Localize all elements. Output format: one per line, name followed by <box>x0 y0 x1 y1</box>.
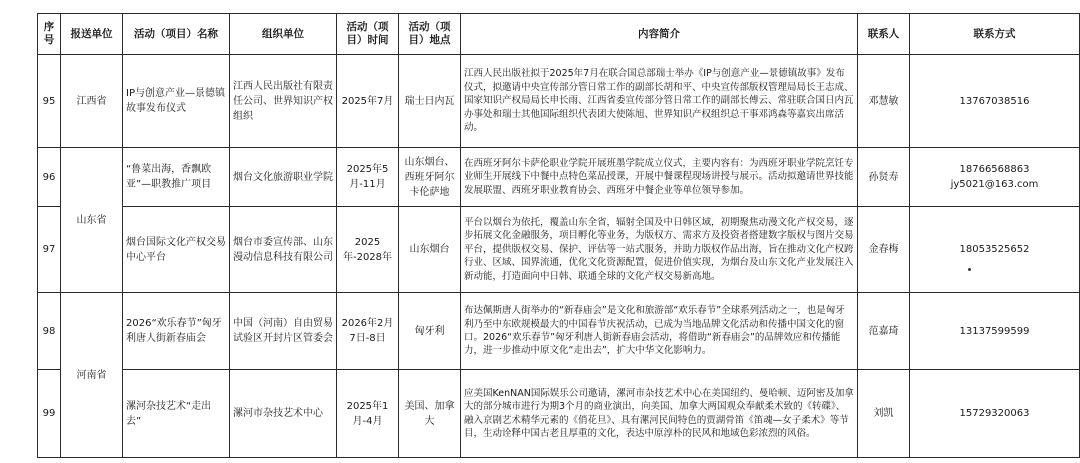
row-contact: 刘凯 <box>858 370 910 458</box>
header-place: 活动（项目）地点 <box>399 14 461 55</box>
table-row <box>38 293 1080 370</box>
scan-speck <box>968 268 971 271</box>
row-seq: 96 <box>38 148 61 207</box>
province-cell: 河南省 <box>61 293 123 458</box>
row-name: 烟台国际文化产权交易中心平台 <box>123 207 230 293</box>
row-time: 2025年5月-11月 <box>337 148 399 207</box>
row-phone: 13767038516 <box>910 55 1080 148</box>
row-org: 漯河市杂技艺术中心 <box>230 370 337 458</box>
row-phone: 13137599599 <box>910 293 1080 370</box>
row-contact: 金春梅 <box>858 207 910 293</box>
row-org: 中国（河南）自由贸易试验区开封片区管委会 <box>230 293 337 370</box>
row-org: 烟台市委宣传部、山东漫动信息科技有限公司 <box>230 207 337 293</box>
header-contact: 联系人 <box>858 14 910 55</box>
row-time: 2025年1月-4月 <box>337 370 399 458</box>
row-place: 山东烟台、西班牙阿尔卡伦萨地 <box>399 148 461 207</box>
row-intro: 江西人民出版社拟于2025年7月在联合国总部瑞士举办《IP与创意产业—景德镇故事》发布仪式，拟邀请中央宣传部分管日常工作的副部长胡和平、中央宣传部版权管理局局长王志成、国家知识产权局局长申长雨、江西省委宣传部分管日常工作的副部长傅云、常驻联合国日内瓦办事处和瑞士其他国际组织代表团大使陈旭、世界知识产权组织总干事邓鸿森等嘉宾出席活动。 <box>461 55 858 148</box>
row-phone: 18053525652 <box>910 207 1080 293</box>
row-time: 2026年2月7日-8日 <box>337 293 399 370</box>
table-row <box>38 207 1080 293</box>
row-name: “鲁菜出海，香飘欧亚”—职教推广项目 <box>123 148 230 207</box>
row-phone-cell <box>910 148 1080 207</box>
header-intro: 内容简介 <box>461 14 858 55</box>
province-cell: 山东省 <box>61 148 123 293</box>
row-seq: 98 <box>38 293 61 370</box>
row-org: 烟台文化旅游职业学院 <box>230 148 337 207</box>
row-name: IP与创意产业—景德镇故事发布仪式 <box>123 55 230 148</box>
table-row <box>38 370 1080 458</box>
row-phone: 15729320063 <box>910 370 1080 458</box>
header-unit: 报送单位 <box>61 14 123 55</box>
row-phone: 18766568863 <box>959 164 1030 175</box>
row-contact: 邓慧敏 <box>858 55 910 148</box>
project-table <box>37 13 1080 458</box>
row-seq: 99 <box>38 370 61 458</box>
row-place: 美国、加拿大 <box>399 370 461 458</box>
row-seq: 97 <box>38 207 61 293</box>
row-email: jy5021@163.com <box>950 179 1039 190</box>
row-intro: 平台以烟台为依托，覆盖山东全省，辐射全国及中日韩区域，初期聚焦动漫文化产权交易，逐步拓展文化金融服务，项目孵化等业务，为版权方、需求方及投资者搭建数字版权与图片交易平台，提供版权交易、保护、评估等一站式服务，并助力版权作品出海，旨在推动文化产权跨行业、区域、国界流通，优化文化资源配置，促进价值实现，为烟台及山东文化产业发展注入新动能，打造面向中日韩、联通全球的文化产权交易新高地。 <box>461 207 858 293</box>
row-time: 2025年-2028年 <box>337 207 399 293</box>
row-intro: 布达佩斯唐人街举办的“新春庙会”是文化和旅游部“欢乐春节”全球系列活动之一，也是匈牙利乃至中东欧规模最大的中国春节庆祝活动，已成为当地品牌文化活动和传播中国文化的窗口。2026“欢乐春节”匈牙利唐人街新春庙会活动，将借助“新春庙会”的品牌效应和传播能力，进一步推动中原文化“走出去”，扩大中华文化影响力。 <box>461 293 858 370</box>
row-place: 山东烟台 <box>399 207 461 293</box>
row-contact: 范嘉琦 <box>858 293 910 370</box>
header-time: 活动（项目）时间 <box>337 14 399 55</box>
row-contact: 孙贤寿 <box>858 148 910 207</box>
row-time: 2025年7月 <box>337 55 399 148</box>
province-cell: 江西省 <box>61 55 123 148</box>
header-row <box>38 14 1080 55</box>
row-name: 漯河杂技艺术“走出去” <box>123 370 230 458</box>
header-org: 组织单位 <box>230 14 337 55</box>
header-seq: 序号 <box>38 14 61 55</box>
table-row <box>38 55 1080 148</box>
row-intro: 应美国KenNAN国际娱乐公司邀请，漯河市杂技艺术中心在美国纽约、曼哈顿、迈阿密及加拿大的部分城市进行为期3个月的商业演出，向美国、加拿大两国观众奉献柔术致的《转碟》、融入京剧艺术精华元素的《俏花旦》、具有漯河民间特色的贾湖骨笛《笛魂—女子柔术》等节目，生动诠释中国古老且厚重的文化，表达中原淳朴的民风和地域色彩浓烈的风俗。 <box>461 370 858 458</box>
row-place: 匈牙利 <box>399 293 461 370</box>
row-seq: 95 <box>38 55 61 148</box>
row-intro: 在西班牙阿尔卡萨伦职业学院开展班墨学院成立仪式，主要内容有：为西班牙职业学院烹饪专业师生开展线下中餐中点特色菜品授课，开展中餐课程现场讲授与展示。活动拟邀请世界技能发展联盟、西班牙职业教育协会、西班牙中餐企业等单位领导参加。 <box>461 148 858 207</box>
row-name: 2026“欢乐春节”匈牙利唐人街新春庙会 <box>123 293 230 370</box>
row-org: 江西人民出版社有限责任公司、世界知识产权组织 <box>230 55 337 148</box>
header-phone: 联系方式 <box>910 14 1080 55</box>
row-place: 瑞士日内瓦 <box>399 55 461 148</box>
table-row <box>38 148 1080 207</box>
header-name: 活动（项目）名称 <box>123 14 230 55</box>
